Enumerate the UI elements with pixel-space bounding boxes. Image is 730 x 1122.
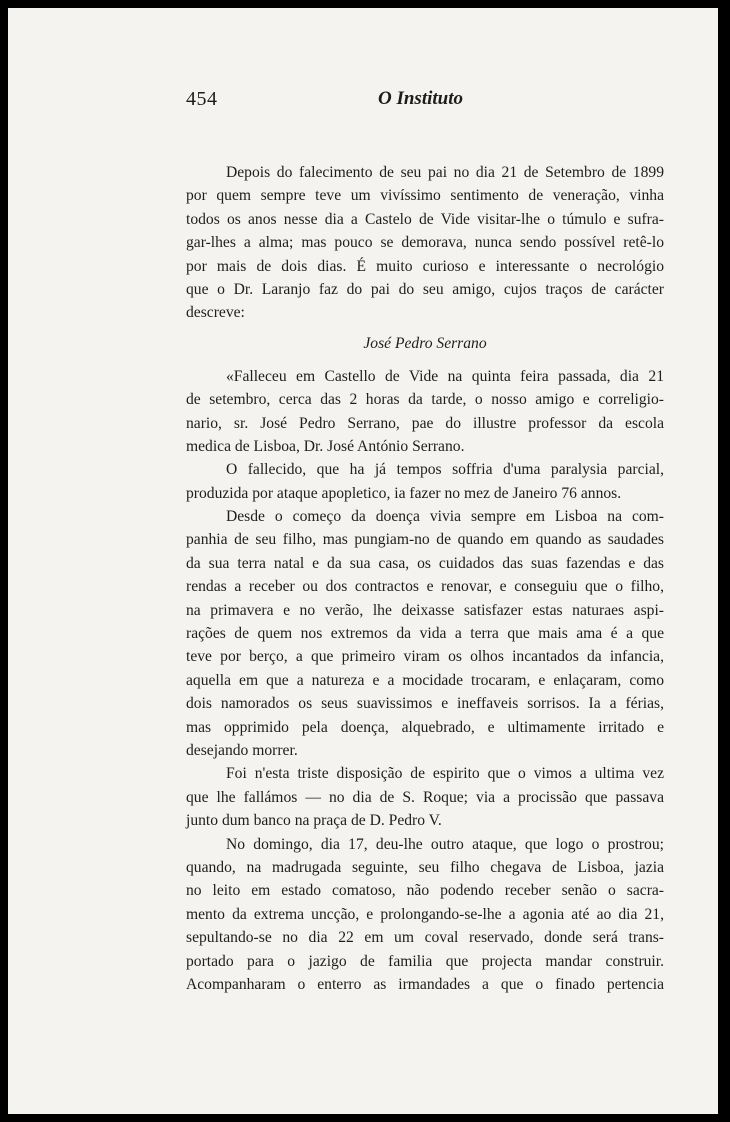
text-line: no leito em estado comatoso, não podendo receber senão o sacra- [186,882,664,900]
book-page [8,8,718,1114]
text-line: que lhe fallámos — no dia de S. Roque; via a procissão que passava [186,788,664,806]
body-text [186,161,664,996]
text-line: dois namorados os seus suavissimos e ineffaveis sorrisos. Ia a férias, [186,695,664,713]
text-line: panhia de seu filho, mas pungiam-no de quando em quando as saudades [186,531,664,549]
text-line: da sua terra natal e da sua casa, os cuidados das suas fazendas e das [186,554,664,572]
page-header [186,88,666,118]
text-line: mas opprimido pela doença, alquebrado, e ultimamente irritado e [186,718,664,736]
text-line: O fallecido, que ha já tempos soffria d'uma paralysia parcial, [226,461,664,479]
text-line: que o Dr. Laranjo faz do pai do seu amigo, cujos traços de carácter [186,280,664,298]
text-line: de setembro, cerca das 2 horas da tarde, o nosso amigo e correligio- [186,391,664,409]
text-line: junto dum banco na praça de D. Pedro V. [186,812,442,830]
text-line: Desde o começo da doença vivia sempre em Lisboa na com- [226,508,664,526]
page-number: 454 [186,88,218,110]
text-line: rendas a receber ou dos contractos e renovar, e conseguiu que o filho, [186,578,664,596]
text-line: por quem sempre teve um vivíssimo sentimento de veneração, vinha [186,187,664,205]
text-line: por mais de dois dias. É muito curioso e interessante o necrológio [186,257,664,275]
text-line: «Falleceu em Castello de Vide na quinta feira passada, dia 21 [226,367,664,385]
subheading: José Pedro Serrano [363,334,487,352]
text-line: nario, sr. José Pedro Serrano, pae do illustre professor da escola [186,414,664,432]
text-line: Acompanharam o enterro as irmandades a que o finado pertencia [186,975,664,993]
text-line: desejando morrer. [186,741,298,759]
text-line: aquella em que a natureza e a mocidade trocaram, e enlaçaram, como [186,671,664,689]
text-line: No domingo, dia 17, deu-lhe outro ataque, que logo o prostrou; [226,835,664,853]
text-line: na primavera e no verão, lhe deixasse satisfazer estas naturaes aspi- [186,601,664,619]
text-line: sepultando-se no dia 22 em um coval reservado, donde será trans- [186,929,664,947]
text-line: teve por berço, a que primeiro viram os olhos incantados da infancia, [186,648,664,666]
text-line: produzida por ataque apopletico, ia fazer no mez de Janeiro 76 annos. [186,484,622,502]
text-line: rações de quem nos extremos da vida a terra que mais ama é a que [186,625,664,643]
text-line: quando, na madrugada seguinte, seu filho chegava de Lisboa, jazia [186,858,664,876]
text-line: gar-lhes a alma; mas pouco se demorava, nunca sendo possível retê-lo [186,234,664,252]
text-line: mento da extrema uncção, e prolongando-se-lhe a agonia até ao dia 21, [186,905,664,923]
running-title: O Instituto [378,88,464,109]
text-line: portado para o jazigo de familia que projecta mandar construir. [186,952,664,970]
text-line: Foi n'esta triste disposição de espirito que o vimos a ultima vez [226,765,664,783]
text-line: todos os anos nesse dia a Castelo de Vide visitar-lhe o túmulo e sufra- [186,210,664,228]
text-line: medica de Lisboa, Dr. José António Serrano. [186,437,465,455]
text-line: descreve: [186,304,245,322]
text-line: Depois do falecimento de seu pai no dia 21 de Setembro de 1899 [226,164,664,181]
